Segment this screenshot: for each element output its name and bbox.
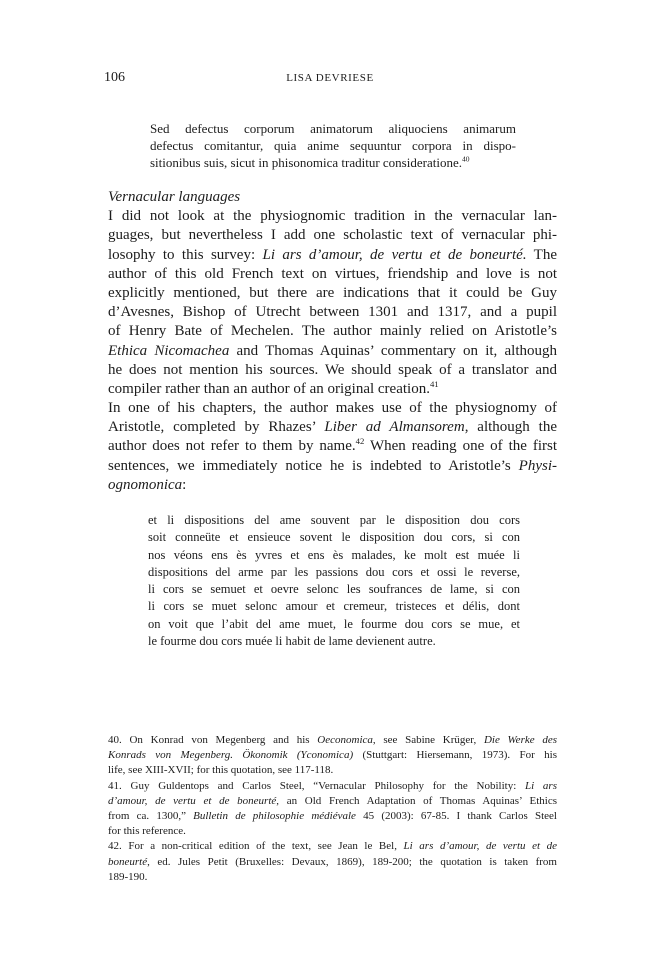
text-line: author of this old French text on virtues, friendship and love is not [108, 265, 557, 282]
footnote-42 [108, 839, 557, 885]
text-run: , see Sabine Krüger, [372, 734, 484, 746]
footnote-line: life, see XIII-XVII; for this quotation, see 117-118. [108, 764, 334, 777]
text-run: , although the [464, 419, 558, 436]
text-run: (Stuttgart: Hiersemann, 1973). For his [353, 749, 557, 762]
text-line [108, 380, 557, 399]
work-title: d’amour, de vertu et de boneurté [108, 794, 277, 807]
footnote-40 [108, 733, 557, 779]
text-run: The [526, 246, 557, 263]
work-title: Li ars d’amour, de vertu et de boneurté. [262, 246, 527, 263]
quote-line: dispositions del arme par les passions dou cors et ossi le reverse, [148, 564, 520, 579]
footnote-line [108, 839, 557, 854]
work-title: Die Werke des [483, 734, 557, 746]
page-number: 106 [104, 70, 125, 85]
text-line [108, 437, 557, 456]
quote-line-text: sitionibus suis, sicut in phisonomica traditur consideratione. [150, 155, 462, 170]
work-title: Li ars [525, 779, 557, 792]
text-run: 41. Guy Guldentops and Carlos Steel, “Vernacular Philosophy for the Nobility: [108, 779, 525, 792]
text-run: sentences, we immediately notice he is indebted to Aristotle’s [108, 457, 519, 474]
work-title: Bulletin de philosophie médiévale [193, 809, 356, 822]
footnote-ref-40[interactable]: 40 [461, 154, 470, 164]
footnote-line: 189-190. [108, 870, 148, 883]
footnote-41 [108, 779, 557, 840]
text-line: guages, but nevertheless I add one scholastic text of vernacular phi- [108, 227, 557, 244]
work-title: Oeconomica [317, 734, 373, 746]
quote-line: et li dispositions del ame souvent par le disposition dou cors [148, 513, 520, 527]
text-line: he does not mention his sources. We should speak of a translator and [108, 361, 557, 378]
text-run: 40. On Konrad von Megenberg and his [108, 734, 318, 746]
block-quote-old-french [148, 512, 520, 650]
footnote-line [108, 809, 557, 824]
footnote-line [108, 748, 557, 763]
text-line: I did not look at the physiognomic tradition in the vernacular lan- [108, 208, 557, 225]
main-text [108, 188, 557, 495]
footnote-line [108, 794, 557, 809]
footnote-ref-42[interactable]: 42 [355, 436, 365, 447]
paragraph-1 [108, 207, 557, 399]
work-title: Ethica Nicomachea [108, 342, 230, 359]
text-line [108, 342, 557, 361]
quote-line [150, 154, 516, 171]
text-run: Aristotle, completed by Rhazes’ [108, 419, 325, 436]
text-run: losophy to this survey: [108, 246, 263, 263]
footnote-line [108, 855, 557, 870]
running-header [104, 70, 556, 90]
text-line: d’Avesnes, Bishop of Utrecht between 1301 and 1317, and a pupil [108, 304, 557, 321]
text-run: 42. For a non-critical edition of the text, see Jean le Bel, [108, 840, 404, 853]
quote-line: soit conneüte et ensieuce sovent le disposition dou cors, si con [148, 530, 520, 545]
quote-line: nos véons ens ès yvres et ens ès malades, ke molt est muée li [148, 547, 520, 562]
text-run: and Thomas Aquinas’ commentary on it, although [229, 342, 557, 359]
quote-line: li cors se muet selonc amour et cremeur, tristeces et délis, dont [148, 599, 520, 614]
text-run: : [182, 476, 187, 493]
footnote-line: for this reference. [108, 825, 186, 838]
work-title: Liber ad Almansorem [324, 419, 465, 436]
footnote-line [108, 779, 557, 794]
text-run: , ed. Jules Petit (Bruxelles: Devaux, 1869), 189-200; the quotation is taken from [147, 855, 557, 868]
paragraph-2 [108, 399, 557, 495]
text-line [108, 457, 557, 476]
work-title: Konrads von Megenberg. Ökonomik (Yconomica) [108, 749, 354, 762]
quote-line: Sed defectus corporum animatorum aliquociens animarum [150, 121, 516, 136]
text-run: from ca. 1300,” [108, 809, 194, 822]
block-quote-latin [150, 120, 516, 171]
text-line [108, 246, 557, 265]
text-run: author does not refer to them by name. [108, 438, 356, 455]
text-line [108, 476, 557, 495]
section-heading: Vernacular languages [108, 189, 241, 205]
running-title: LISA DEVRIESE [286, 72, 374, 84]
work-title: Physi- [518, 457, 557, 474]
footnote-line [108, 733, 557, 748]
footnotes [108, 733, 557, 885]
quote-line: on voit que l’abit del ame muet, le fourme dou cors se mue, et [148, 616, 520, 631]
quote-line: defectus comitantur, quia anime sequuntur corpora in dispo- [150, 138, 516, 153]
text-run: 45 (2003): 67-85. I thank Carlos Steel [355, 809, 557, 822]
text-run: When reading one of the first [364, 438, 557, 455]
text-run: compiler rather than an author of an original creation. [108, 380, 430, 397]
work-title: ognomonica [108, 476, 183, 493]
quote-line: le fourme dou cors muée li habit de lame devienent autre. [148, 634, 436, 649]
text-line [108, 418, 557, 437]
footnote-ref-41[interactable]: 41 [429, 378, 439, 389]
quote-line: li cors se semuet et oevre selonc les soufrances de lame, si con [148, 582, 520, 597]
work-title: Li ars d’amour, de vertu et de [403, 840, 557, 853]
text-line: of Henry Bate of Mechelen. The author mainly relied on Aristotle’s [108, 323, 557, 340]
text-line: explicitly mentioned, but there are indications that it could be Guy [108, 284, 557, 301]
work-title: boneurté [108, 855, 148, 868]
text-run: , an Old French Adaptation of Thomas Aquinas’ Ethics [276, 794, 558, 807]
text-line: In one of his chapters, the author makes use of the physiognomy of [108, 400, 557, 417]
